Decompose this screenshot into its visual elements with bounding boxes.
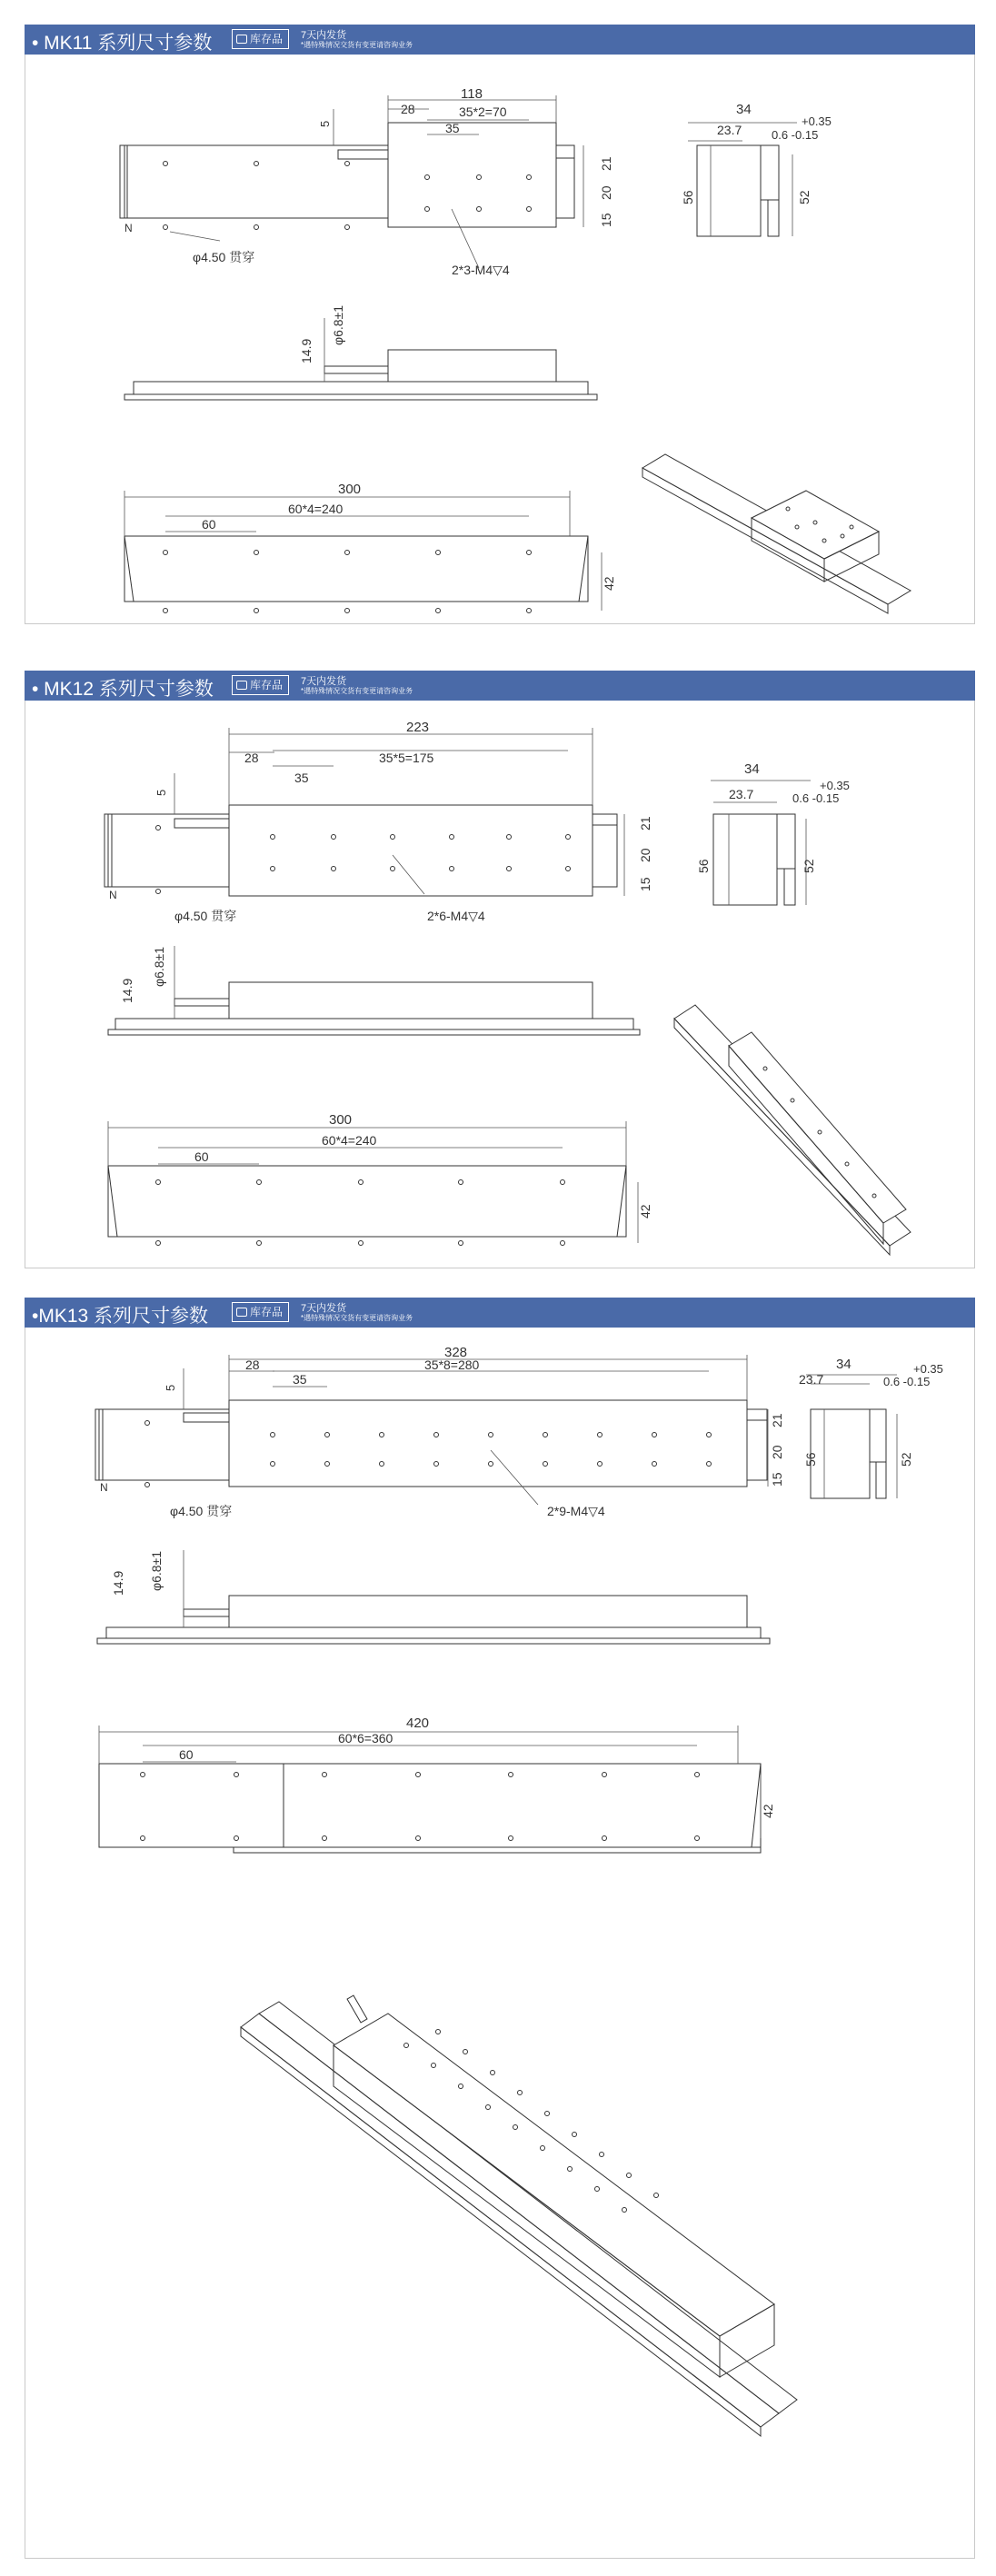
n-mark: N [100, 1481, 108, 1494]
dim-h1: 21 [770, 1413, 784, 1427]
ship-note: 7天内发货 [301, 1303, 347, 1314]
dim-base-sub: 60 [179, 1747, 194, 1762]
stock-badge [232, 29, 289, 49]
dim-tol-dn: 0.6 -0.15 [883, 1375, 931, 1388]
base-holes [164, 551, 532, 613]
dim-first: 28 [244, 751, 259, 765]
dim-base-h: 42 [602, 576, 616, 591]
base-holes [156, 1180, 565, 1246]
dim-sub: 35 [293, 1372, 307, 1387]
stock-label: 库存品 [250, 679, 284, 691]
dim-pitch: 35*2=70 [459, 104, 507, 119]
tapped-hole-label: 2*9-M4▽4 [547, 1504, 605, 1518]
base-view [124, 482, 616, 613]
tapped-hole-label: 2*3-M4▽4 [452, 263, 510, 277]
through-hole-label: φ4.50 贯穿 [193, 250, 255, 264]
dim-side-h2: 52 [899, 1452, 913, 1467]
dim-first: 28 [245, 1358, 260, 1372]
dim-total: 328 [444, 1345, 468, 1360]
dim-h2: 20 [599, 185, 613, 200]
base-view [108, 1112, 652, 1246]
dim-tol-dn: 0.6 -0.15 [792, 791, 840, 805]
through-hole-label: φ4.50 贯穿 [174, 909, 237, 923]
dim-base-pitch: 60*6=360 [338, 1731, 393, 1746]
dim-side-h2: 52 [797, 190, 812, 204]
dim-base-len: 300 [338, 482, 362, 497]
section-title: •MK13 系列尺寸参数 [32, 1306, 209, 1327]
n-mark: N [124, 222, 133, 234]
base-view [99, 1716, 775, 1853]
dim-base-h: 42 [638, 1204, 652, 1218]
stock-badge [232, 1302, 289, 1322]
dim-tol-up: +0.35 [913, 1362, 943, 1376]
dim-first: 28 [401, 102, 415, 116]
section-mk11 [25, 25, 975, 624]
dim-base-sub: 60 [202, 517, 216, 532]
ship-note: 7天内发货 [301, 676, 347, 687]
ship-subnote: *遇特殊情况交货有变更请咨询业务 [301, 41, 413, 49]
dim-h3: 15 [599, 213, 613, 227]
stock-label: 库存品 [250, 33, 284, 45]
front-view [108, 946, 640, 1035]
base-holes [141, 1773, 700, 1841]
dim-side-w2: 23.7 [799, 1372, 824, 1387]
dim-side-h2: 52 [802, 859, 816, 873]
box-icon [236, 35, 247, 44]
ship-subnote: *遇特殊情况交货有变更请咨询业务 [301, 1314, 413, 1322]
dim-sub: 35 [294, 771, 309, 785]
dim-total: 223 [406, 720, 430, 735]
section-mk12 [25, 671, 975, 1270]
section-title: • MK11 系列尺寸参数 [32, 33, 213, 54]
mk12-drawings [25, 701, 975, 1268]
stock-badge [232, 675, 289, 695]
dim-base-h: 42 [761, 1804, 775, 1818]
mk11-drawings [25, 55, 975, 624]
front-view [124, 305, 597, 400]
dim-base-len: 420 [406, 1716, 430, 1731]
end-view [799, 1357, 943, 1498]
top-view [105, 720, 652, 923]
dim-gap: 5 [318, 120, 332, 127]
dim-base-sub: 60 [194, 1149, 209, 1164]
dim-side-h: 56 [696, 859, 711, 873]
stock-label: 库存品 [250, 1306, 284, 1318]
dim-sub: 35 [445, 121, 460, 135]
dim-side-w: 34 [744, 761, 760, 777]
dim-base-len: 300 [329, 1112, 353, 1128]
dim-tol-up: +0.35 [820, 779, 850, 792]
dim-side-w2: 23.7 [729, 787, 754, 801]
dim-side-w: 34 [736, 102, 752, 117]
isometric-view [241, 1995, 797, 2436]
section-mk13 [25, 1298, 975, 2561]
n-mark: N [109, 889, 117, 901]
through-hole-label: φ4.50 贯穿 [170, 1504, 233, 1518]
dim-h1: 21 [599, 156, 613, 171]
dim-side-h: 56 [803, 1452, 818, 1467]
box-icon [236, 1308, 247, 1317]
section-title: • MK12 系列尺寸参数 [32, 679, 214, 700]
dim-side-w: 34 [836, 1357, 852, 1372]
dim-height: 14.9 [120, 978, 134, 1003]
ship-subnote: *遇特殊情况交货有变更请咨询业务 [301, 687, 413, 695]
dim-height: 14.9 [111, 1570, 125, 1596]
dim-h3: 15 [638, 877, 652, 891]
top-view [95, 1345, 784, 1518]
dim-h2: 20 [638, 848, 652, 862]
dim-base-pitch: 60*4=240 [288, 502, 344, 516]
dim-tol-up: +0.35 [802, 114, 832, 128]
dim-h2: 20 [770, 1445, 784, 1459]
end-view [681, 102, 832, 236]
dim-height: 14.9 [299, 338, 314, 363]
front-view [97, 1550, 770, 1644]
dim-pitch: 35*5=175 [379, 751, 434, 765]
dim-side-h: 56 [681, 190, 695, 204]
isometric-view [674, 1005, 911, 1255]
dim-shaft: φ6.8±1 [331, 304, 345, 345]
dim-gap: 5 [154, 789, 168, 796]
isometric-view [642, 454, 911, 613]
dim-pitch: 35*8=280 [424, 1358, 480, 1372]
ship-note: 7天内发货 [301, 30, 347, 41]
dim-base-pitch: 60*4=240 [322, 1133, 377, 1148]
dim-tol-dn: 0.6 -0.15 [772, 128, 819, 142]
box-icon [236, 681, 247, 690]
tapped-hole-label: 2*6-M4▽4 [427, 909, 485, 923]
dim-side-w2: 23.7 [717, 123, 742, 137]
dim-h1: 21 [638, 816, 652, 830]
dim-shaft: φ6.8±1 [152, 946, 166, 987]
top-view [120, 86, 613, 277]
dim-total: 118 [461, 86, 483, 102]
dim-gap: 5 [164, 1384, 177, 1391]
dim-shaft: φ6.8±1 [149, 1550, 164, 1591]
mk13-drawings [25, 1328, 975, 2559]
dim-h3: 15 [770, 1472, 784, 1487]
end-view [696, 761, 850, 905]
